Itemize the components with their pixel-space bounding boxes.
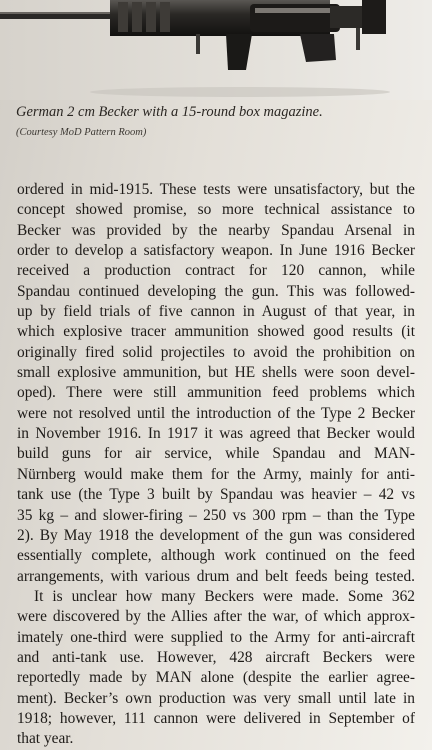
text-line: concept showed promise, so more technical assistance to (17, 201, 415, 219)
text-line: 2). By May 1918 the development of the gun was considered (17, 526, 415, 544)
paragraph (17, 180, 415, 587)
text-line: that year. (17, 730, 74, 748)
text-line: Nürnberg would make them for the Army, mainly for anti- (17, 465, 415, 483)
text-line: reportedly made by MAN alone (despite the earlier agree- (17, 669, 415, 687)
paragraph (17, 587, 415, 750)
text-line: in November 1916. In 1917 it was agreed that Becker would (17, 425, 415, 443)
text-line: Becker was provided by the nearby Spandau Arsenal in (17, 221, 415, 239)
text-line: ment). Becker’s own production was very small until late in (17, 689, 415, 707)
body-text (17, 180, 415, 750)
text-line: 1918; however, 111 cannon were delivered in September of (17, 709, 415, 727)
cannon-photograph (0, 0, 432, 100)
cannon-image (0, 0, 432, 100)
text-line: oped). There were still ammunition feed problems which (17, 384, 415, 402)
figure-caption: German 2 cm Becker with a 15-round box magazine. (16, 104, 323, 120)
text-line: ordered in mid-1915. These tests were unsatisfactory, but the (17, 181, 415, 198)
text-line: were not resolved until the introduction of the Type 2 Becker (17, 404, 415, 422)
text-line: tank use (the Type 3 built by Spandau was heavier – 42 vs (17, 486, 415, 504)
figure-credit: (Courtesy MoD Pattern Room) (16, 127, 147, 138)
text-line: which explosive tracer ammunition showed good results (it (17, 323, 415, 341)
text-line: imately one-third were supplied to the Army for anti-aircraft (17, 628, 415, 646)
text-line: were discovered by the Allies after the war, of which approx- (17, 608, 415, 626)
text-line: 35 kg – and slower-firing – 250 vs 300 rpm – than the Type (17, 506, 415, 524)
text-line: arrangements, with various drum and belt feeds being tested. (17, 567, 415, 585)
text-line: Spandau continued developing the gun. This was followed- (17, 282, 415, 300)
text-line: It is unclear how many Beckers were made. Some 362 (34, 587, 415, 605)
text-line: essentially complete, although work continued on the feed (17, 547, 415, 565)
text-line: received a production contract for 120 cannon, while (17, 262, 415, 280)
text-line: originally fired solid projectiles to avoid the prohibition on (17, 343, 415, 361)
text-line: order to develop a satisfactory weapon. In June 1916 Becker (17, 242, 415, 260)
text-line: and anti-tank use. However, 428 aircraft Beckers were (17, 648, 415, 666)
text-line: up by field trials of five cannon in August of that year, in (17, 303, 415, 321)
text-line: build guns for air service, while Spandau and MAN- (17, 445, 415, 463)
text-line: small explosive ammunition, but HE shells were soon devel- (17, 364, 415, 382)
